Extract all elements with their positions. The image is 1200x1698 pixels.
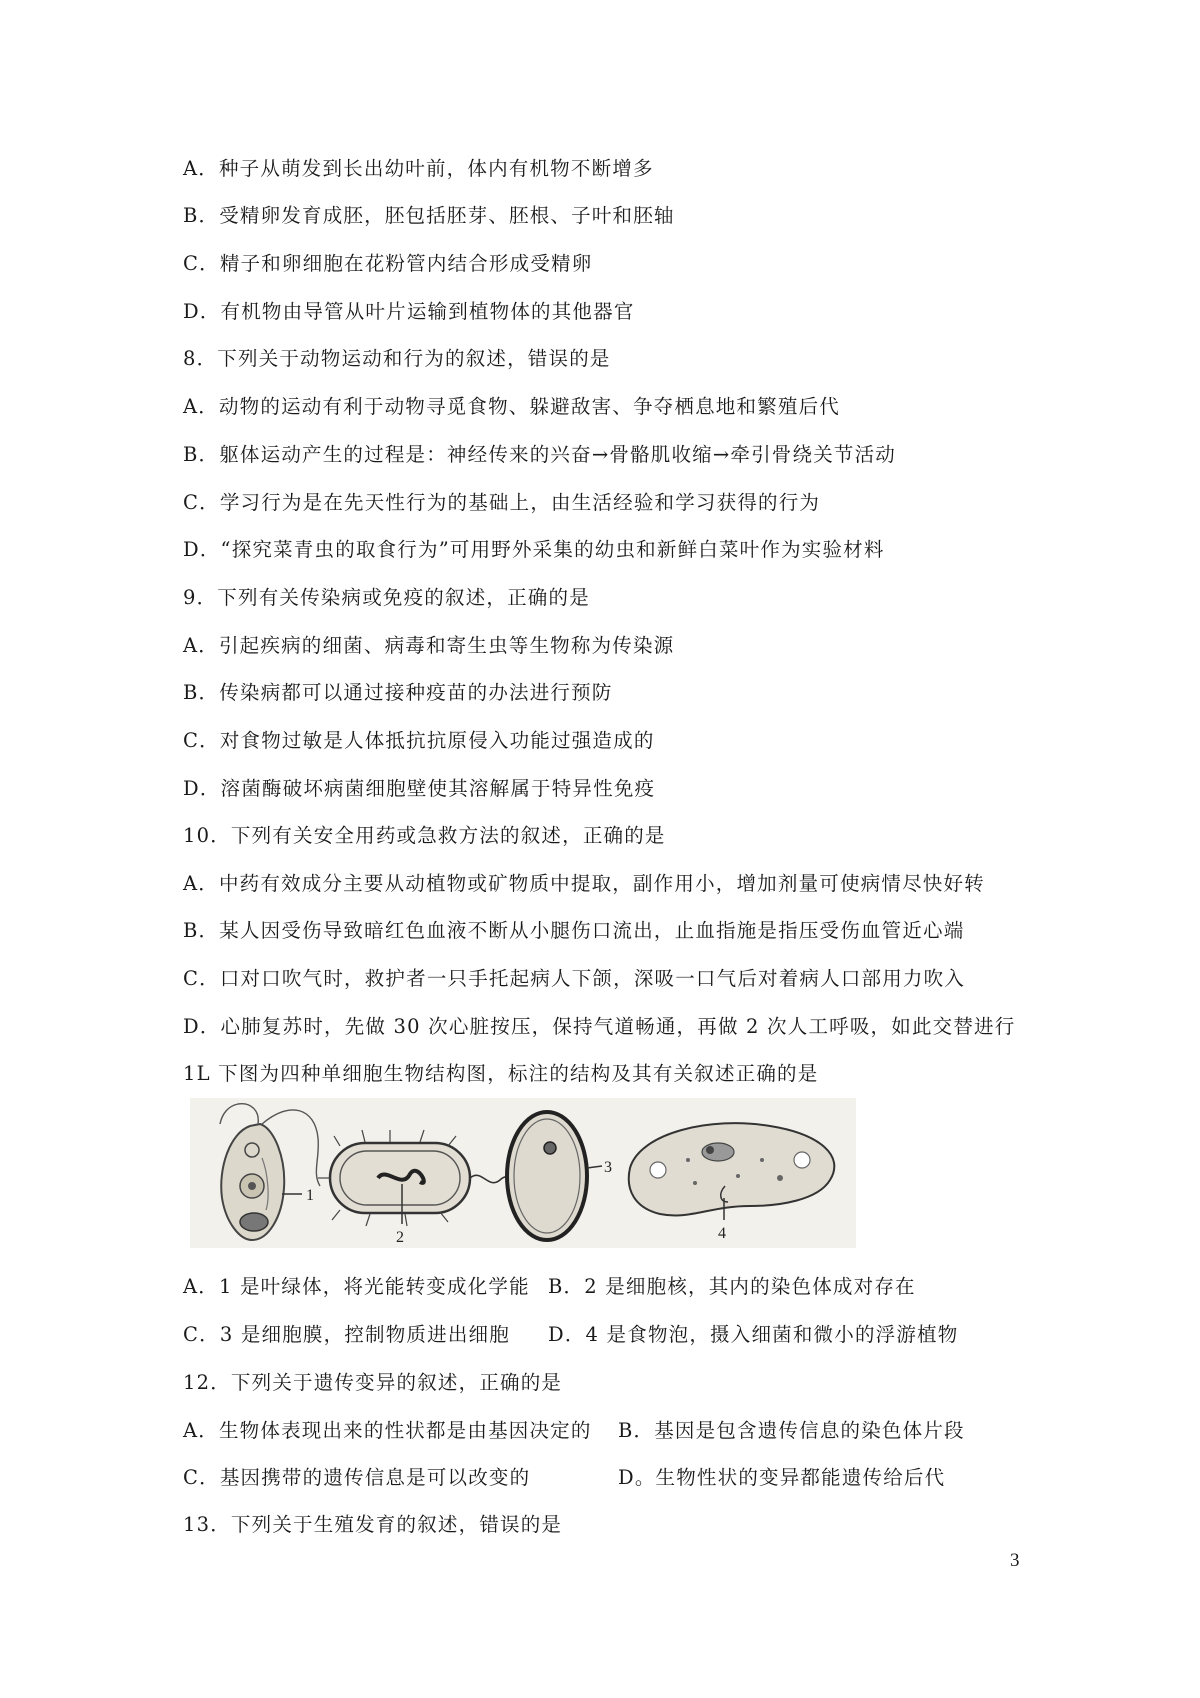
label-1: 1 [306, 1187, 314, 1204]
q8-option-c: C．学习行为是在先天性行为的基础上，由生活经验和学习获得的行为 [183, 491, 821, 514]
q9-option-b: B．传染病都可以通过接种疫苗的办法进行预防 [183, 681, 613, 704]
page-number: 3 [1010, 1550, 1020, 1571]
q11-option-a: A．1 是叶绿体，将光能转变成化学能 [183, 1275, 530, 1298]
q7-option-a: A．种子从萌发到长出幼叶前，体内有机物不断增多 [183, 157, 654, 180]
cell-diagram-figure [190, 1098, 856, 1248]
q9-stem: 9．下列有关传染病或免疫的叙述，正确的是 [183, 586, 590, 609]
q12-option-b: B．基因是包含遗传信息的染色体片段 [618, 1419, 965, 1442]
q11-option-c: C．3 是细胞膜，控制物质进出细胞 [183, 1323, 510, 1346]
q11-stem: 1L 下图为四种单细胞生物结构图，标注的结构及其有关叙述正确的是 [183, 1062, 819, 1085]
q9-option-d: D．溶菌酶破坏病菌细胞壁使其溶解属于特异性免疫 [183, 777, 656, 800]
q11-option-b: B．2 是细胞核，其内的染色体成对存在 [548, 1275, 916, 1298]
q10-option-c: C．口对口吹气时，救护者一只手托起病人下颌，深吸一口气后对着病人口部用力吹入 [183, 967, 966, 990]
q7-option-b: B．受精卵发育成胚，胚包括胚芽、胚根、子叶和胚轴 [183, 204, 675, 227]
q12-option-d: D。生物性状的变异都能遗传给后代 [618, 1466, 946, 1489]
q13-stem: 13．下列关于生殖发育的叙述，错误的是 [183, 1513, 563, 1536]
label-2: 2 [396, 1229, 404, 1246]
q8-option-b: B．躯体运动产生的过程是：神经传来的兴奋→骨骼肌收缩→牵引骨绕关节活动 [183, 443, 897, 466]
q7-option-d: D．有机物由导管从叶片运输到植物体的其他器官 [183, 300, 635, 323]
q12-stem: 12．下列关于遗传变异的叙述，正确的是 [183, 1371, 563, 1394]
q8-option-a: A．动物的运动有利于动物寻觅食物、躲避敌害、争夺栖息地和繁殖后代 [183, 395, 840, 418]
q9-option-a: A．引起疾病的细菌、病毒和寄生虫等生物称为传染源 [183, 634, 675, 657]
q10-option-b: B．某人因受伤导致暗红色血液不断从小腿伤口流出，止血指施是指压受伤血管近心端 [183, 919, 965, 942]
q12-option-a: A．生物体表现出来的性状都是由基因决定的 [183, 1419, 592, 1442]
label-4: 4 [718, 1225, 726, 1242]
q9-option-c: C．对食物过敏是人体抵抗抗原侵入功能过强造成的 [183, 729, 655, 752]
q7-option-c: C．精子和卵细胞在花粉管内结合形成受精卵 [183, 252, 593, 275]
q10-stem: 10．下列有关安全用药或急救方法的叙述，正确的是 [183, 824, 666, 847]
q12-option-c: C．基因携带的遗传信息是可以改变的 [183, 1466, 531, 1489]
q8-option-d: D．“探究菜青虫的取食行为”可用野外采集的幼虫和新鲜白菜叶作为实验材料 [183, 538, 885, 561]
q11-option-d: D．4 是食物泡，摄入细菌和微小的浮游植物 [548, 1323, 959, 1346]
label-3: 3 [604, 1159, 612, 1176]
q10-option-a: A．中药有效成分主要从动植物或矿物质中提取，副作用小，增加剂量可使病情尽快好转 [183, 872, 985, 895]
q10-option-d: D．心肺复苏时，先做 30 次心脏按压，保持气道畅通，再做 2 次人工呼吸，如此交替进行 [183, 1015, 1016, 1038]
yeast-cell [507, 1112, 587, 1240]
q8-stem: 8．下列关于动物运动和行为的叙述，错误的是 [183, 347, 611, 370]
